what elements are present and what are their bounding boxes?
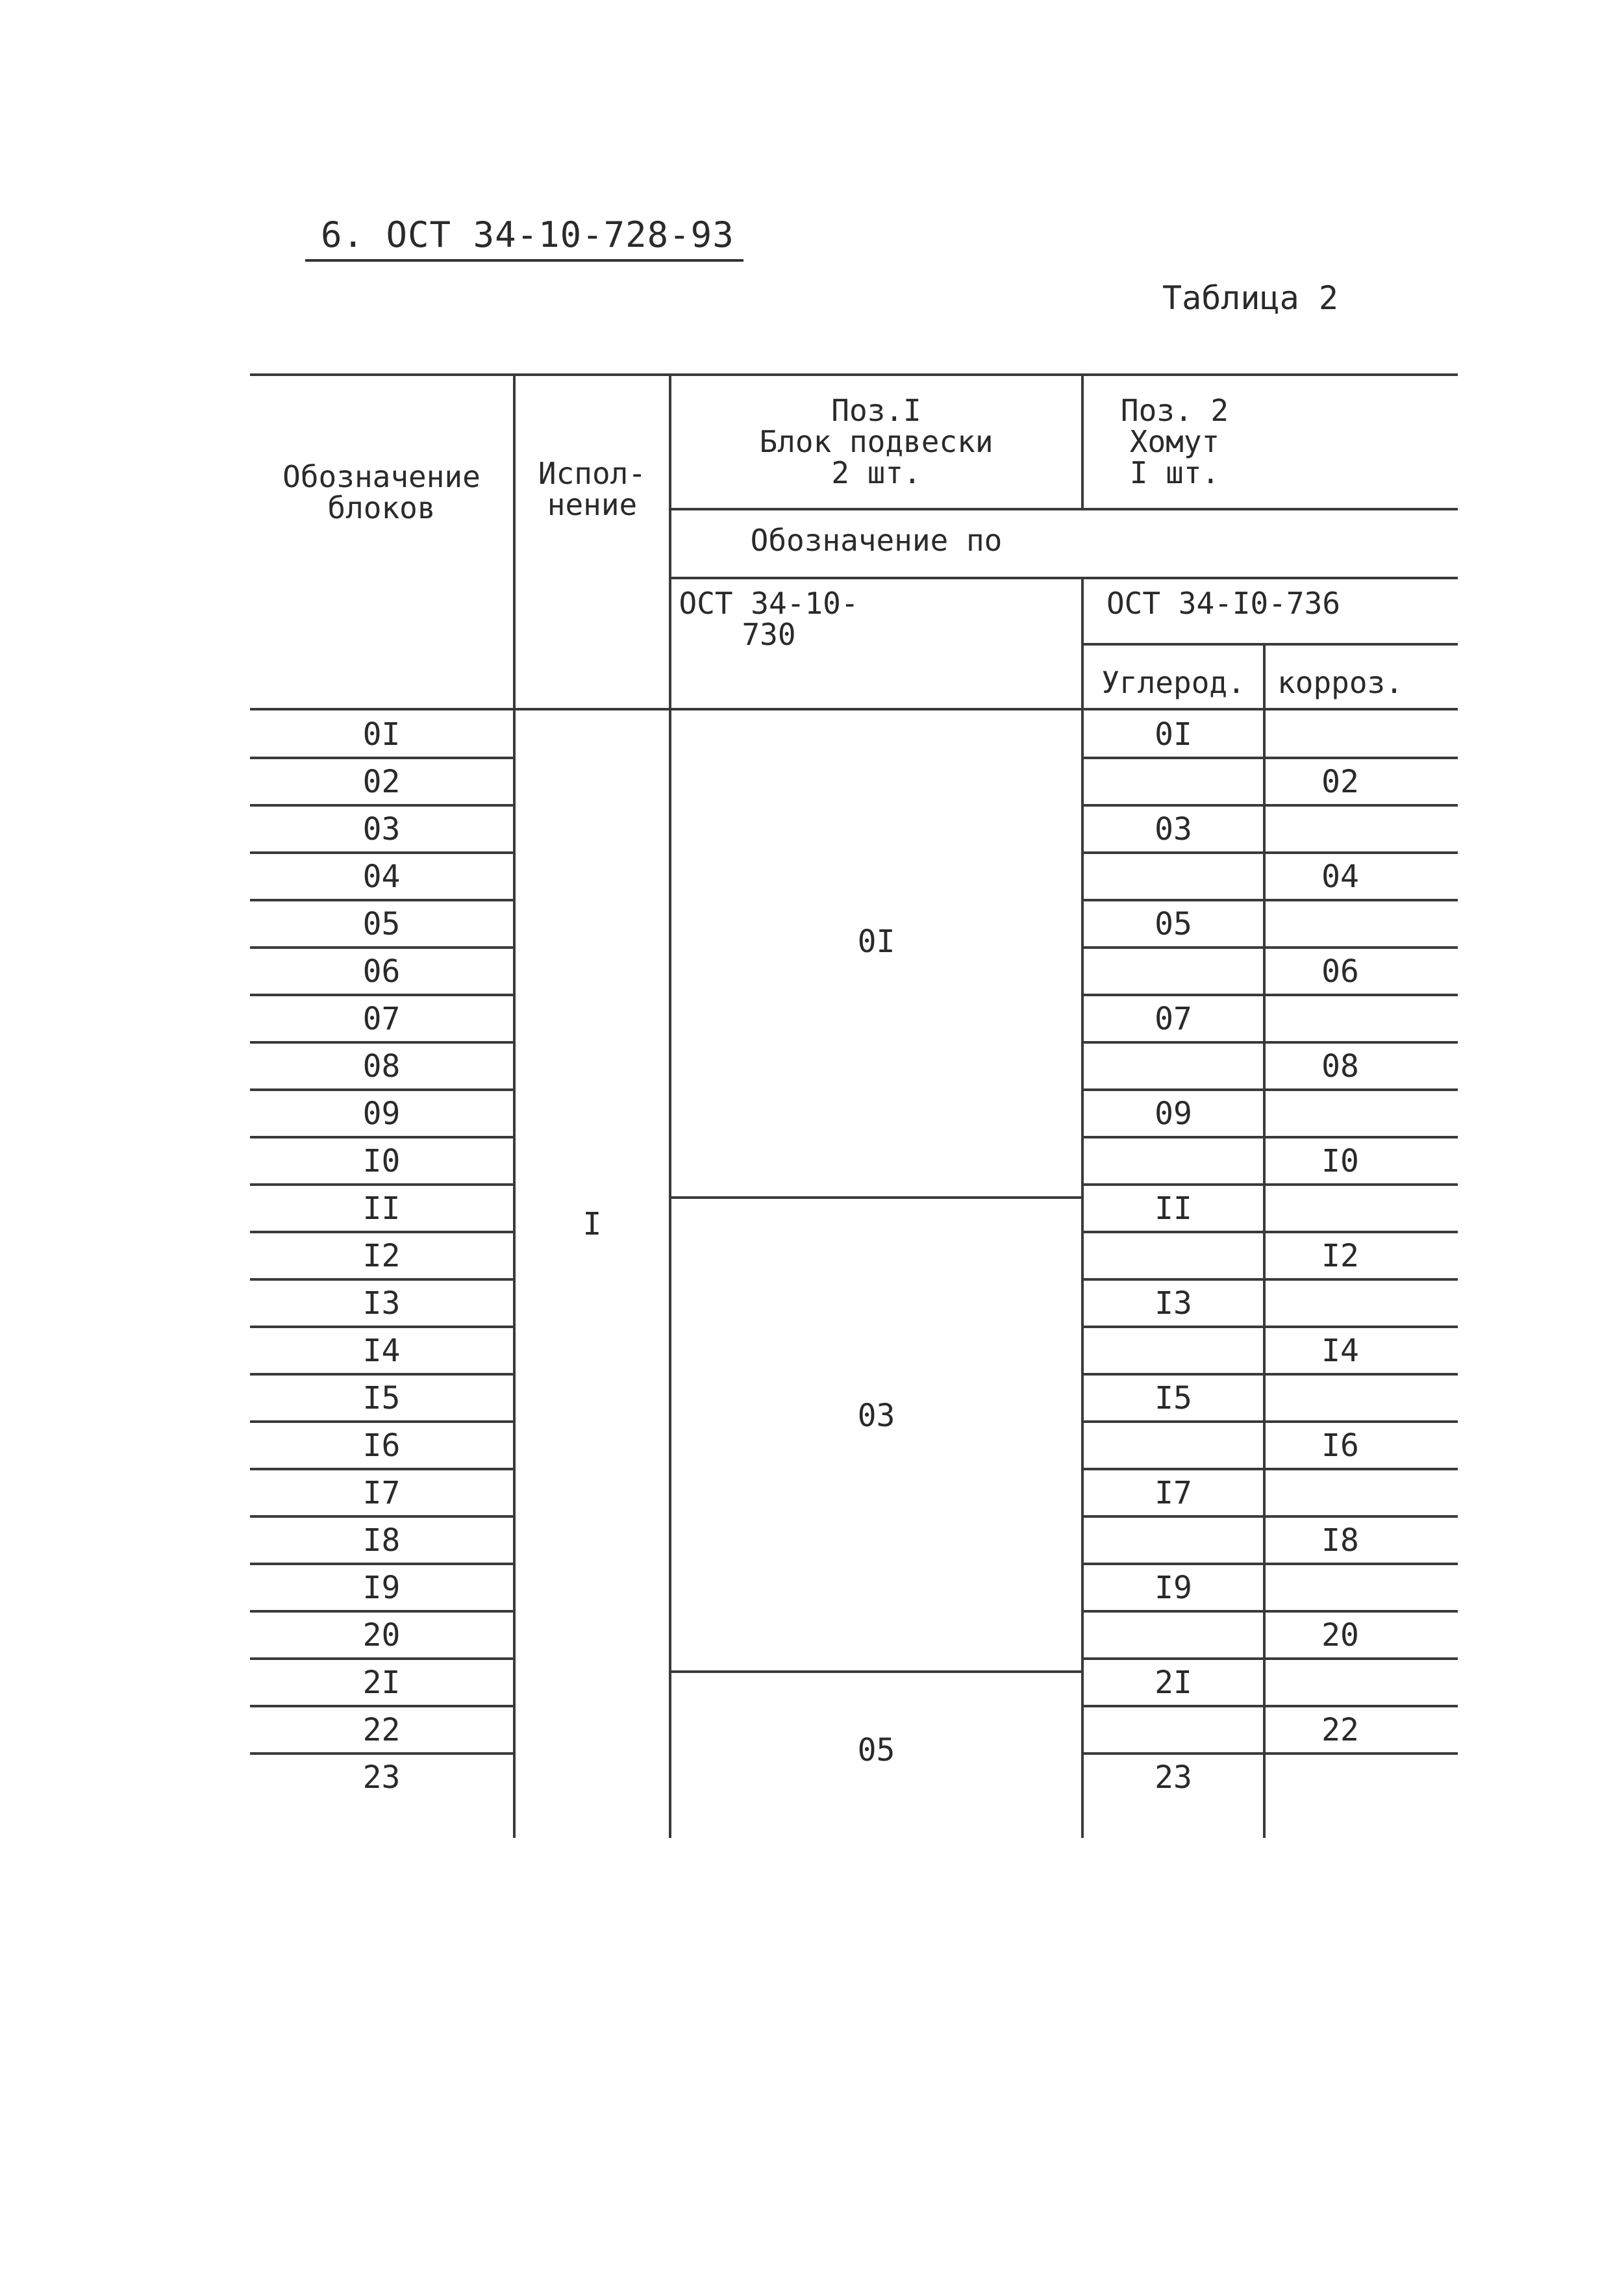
row-rule (1081, 1657, 1458, 1660)
header-pos2: Поз. 2 Хомут I шт. (1120, 393, 1229, 490)
block-designation-cell: 2I (362, 1665, 401, 1701)
row-rule (250, 1468, 513, 1470)
block-designation-cell: 08 (362, 1048, 401, 1085)
corrosion-resistant-cell: I4 (1321, 1333, 1359, 1369)
carbon-steel-cell: 2I (1155, 1665, 1192, 1701)
header-carbon: Углерод. (1101, 665, 1245, 700)
row-rule (1081, 1326, 1458, 1328)
row-rule (1081, 804, 1458, 807)
block-designation-cell: I3 (362, 1285, 401, 1322)
block-designation-cell: 05 (362, 906, 401, 942)
standard-rule (1081, 643, 1458, 646)
block-designation-cell: I0 (362, 1143, 401, 1179)
corrosion-resistant-cell: I2 (1321, 1238, 1359, 1274)
row-rule (250, 1041, 513, 1044)
header-standard-2: ОСТ 34-I0-736 (1106, 586, 1341, 621)
row-rule (250, 1373, 513, 1376)
row-rule (250, 1515, 513, 1518)
block-designation-cell: 20 (362, 1617, 401, 1653)
row-rule (250, 851, 513, 854)
block-designation-cell: I9 (362, 1570, 401, 1606)
block-designation-cell: 07 (362, 1001, 401, 1037)
block-designation-cell: I4 (362, 1333, 401, 1369)
block-designation-cell: 06 (362, 953, 401, 990)
pos1-group-value: 03 (857, 1398, 895, 1434)
carbon-steel-cell: 23 (1155, 1759, 1192, 1796)
block-designation-cell: II (362, 1190, 401, 1227)
carbon-steel-cell: 0I (1155, 716, 1192, 753)
row-rule (250, 1563, 513, 1565)
corrosion-resistant-cell: 20 (1321, 1617, 1359, 1653)
row-rule (250, 1420, 513, 1423)
variant-value: I (582, 1206, 602, 1242)
row-rule (250, 757, 513, 759)
carbon-steel-cell: 03 (1155, 811, 1192, 848)
row-rule (1081, 1515, 1458, 1518)
carbon-steel-cell: I9 (1155, 1570, 1192, 1606)
header-standard-1: ОСТ 34-10-730 (679, 586, 859, 652)
corrosion-resistant-cell: I8 (1321, 1522, 1359, 1559)
row-rule (250, 1752, 513, 1755)
block-designation-cell: 04 (362, 859, 401, 895)
row-rule (1081, 1231, 1458, 1233)
block-designation-cell: 03 (362, 811, 401, 848)
block-designation-cell: 02 (362, 764, 401, 800)
row-rule (1081, 1705, 1458, 1707)
carbon-steel-cell: I7 (1155, 1475, 1192, 1511)
row-rule (1081, 899, 1458, 901)
carbon-steel-cell: I5 (1155, 1380, 1192, 1416)
row-rule (1081, 1373, 1458, 1376)
block-designation-cell: 0I (362, 716, 401, 753)
block-designation-cell: I7 (362, 1475, 401, 1511)
carbon-steel-cell: 07 (1155, 1001, 1192, 1037)
header-bottom-rule (250, 708, 1458, 710)
row-rule (1081, 1752, 1458, 1755)
table-top-rule (250, 373, 1458, 376)
row-rule (1081, 994, 1458, 996)
block-designation-cell: 23 (362, 1759, 401, 1796)
corrosion-resistant-cell: I0 (1321, 1143, 1359, 1179)
row-rule (1081, 1610, 1458, 1613)
row-rule (250, 1610, 513, 1613)
pos1-group-rule-1 (669, 1196, 1081, 1199)
block-designation-cell: 22 (362, 1712, 401, 1748)
pos1-group-value: 0I (857, 924, 895, 960)
row-rule (250, 1183, 513, 1186)
block-designation-cell: I8 (362, 1522, 401, 1559)
row-rule (250, 899, 513, 901)
row-rule (250, 804, 513, 807)
corrosion-resistant-cell: 06 (1321, 953, 1359, 990)
row-rule (250, 1278, 513, 1281)
block-designation-cell: I2 (362, 1238, 401, 1274)
row-rule (1081, 946, 1458, 949)
block-designation-cell: I5 (362, 1380, 401, 1416)
row-rule (250, 946, 513, 949)
row-rule (1081, 1563, 1458, 1565)
row-rule (1081, 1136, 1458, 1138)
carbon-steel-cell: 09 (1155, 1096, 1192, 1132)
carbon-steel-cell: 05 (1155, 906, 1192, 942)
row-rule (250, 1231, 513, 1233)
header-designation-by: Обозначение по (750, 523, 1003, 558)
header-pos1: Поз.I Блок подвески 2 шт. (759, 393, 993, 490)
corrosion-resistant-cell: 02 (1321, 764, 1359, 800)
header-block-designation: Обозначение блоков (282, 459, 481, 525)
row-rule (250, 1088, 513, 1091)
row-rule (250, 1326, 513, 1328)
table-caption: Таблица 2 (1162, 279, 1338, 317)
row-rule (250, 994, 513, 996)
document-header-code: 6. ОСТ 34-10-728-93 (305, 214, 743, 262)
pos-subheader-rule (669, 508, 1458, 510)
col-divider-block-variant (513, 373, 516, 1838)
row-rule (1081, 1420, 1458, 1423)
row-rule (250, 1657, 513, 1660)
row-rule (1081, 1041, 1458, 1044)
row-rule (250, 1705, 513, 1707)
pos1-group-rule-2 (669, 1670, 1081, 1673)
corrosion-resistant-cell: 04 (1321, 859, 1359, 895)
carbon-steel-cell: I3 (1155, 1285, 1192, 1322)
designation-rule (669, 577, 1458, 579)
row-rule (1081, 757, 1458, 759)
row-rule (1081, 851, 1458, 854)
pos1-group-value: 05 (857, 1732, 895, 1768)
row-rule (1081, 1088, 1458, 1091)
row-rule (1081, 1278, 1458, 1281)
block-designation-cell: 09 (362, 1096, 401, 1132)
row-rule (1081, 1183, 1458, 1186)
header-variant: Испол- нение (538, 456, 647, 522)
row-rule (250, 1136, 513, 1138)
row-rule (1081, 1468, 1458, 1470)
corrosion-resistant-cell: I6 (1321, 1427, 1359, 1464)
block-designation-cell: I6 (362, 1427, 401, 1464)
corrosion-resistant-cell: 22 (1321, 1712, 1359, 1748)
header-corrosion: корроз. (1277, 665, 1403, 700)
carbon-steel-cell: II (1155, 1190, 1192, 1227)
corrosion-resistant-cell: 08 (1321, 1048, 1359, 1085)
